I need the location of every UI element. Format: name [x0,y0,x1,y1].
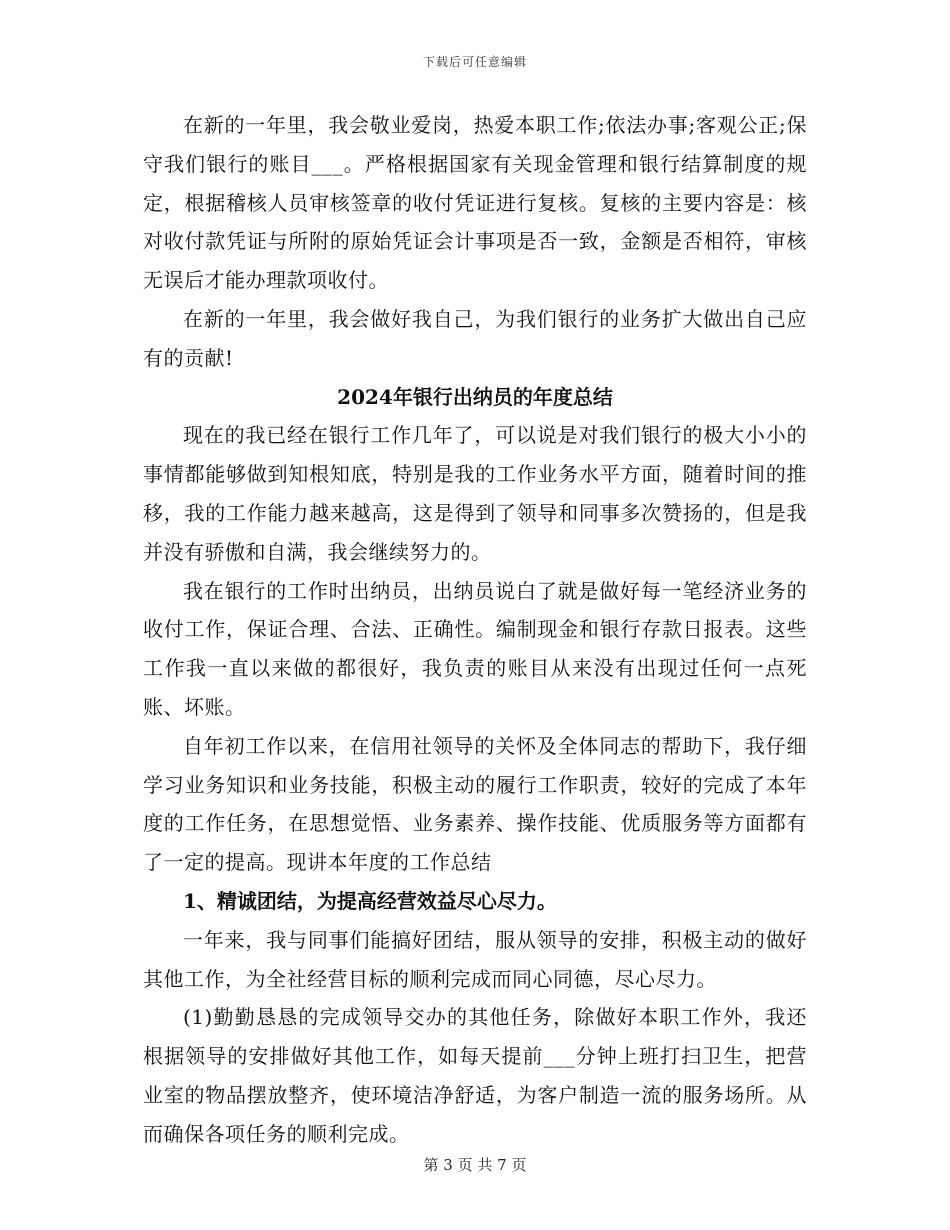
paragraph-3: 现在的我已经在银行工作几年了，可以说是对我们银行的极大小小的事情都能够做到知根知底，特别是我的工作业务水平方面，随着时间的推移，我的工作能力越来越高，这是得到了领导和同事多次赞扬的，但是我并没有骄傲和自满，我会继续努力的。 [143,423,807,564]
header-note: 下载后可任意编辑 [422,55,527,69]
section-title: 2024年银行出纳员的年度总结 [337,384,613,409]
paragraph-1: 在新的一年里，我会敬业爱岗，热爱本职工作;依法办事;客观公正;保守我们银行的账目___。严格根据国家有关现金管理和银行结算制度的规定，根据稽核人员审核签章的收付凭证进行复核。复核的主要内容是：核对收付款凭证与所附的原始凭证会计事项是否一致，金额是否相符，审核无误后才能办理款项收付。 [143,113,807,293]
paragraph-6: 一年来，我与同事们能搞好团结，服从领导的安排，积极主动的做好其他工作，为全社经营目标的顺利完成而同心同德，尽心尽力。 [143,927,807,991]
paragraph-4: 我在银行的工作时出纳员，出纳员说白了就是做好每一笔经济业务的收付工作，保证合理、合法、正确性。编制现金和银行存款日报表。这些工作我一直以来做的都很好，我负责的账目从来没有出现过任何一点死账、坏账。 [143,578,807,719]
paragraph-7: (1)勤勤恳恳的完成领导交办的其他任务，除做好本职工作外，我还根据领导的安排做好其他工作，如每天提前___分钟上班打扫卫生，把营业室的物品摆放整齐，使环境洁净舒适，为客户制造一流的服务场所。从而确保各项任务的顺利完成。 [143,1005,807,1146]
paragraph-5: 自年初工作以来，在信用社领导的关怀及全体同志的帮助下，我仔细学习业务知识和业务技能，积极主动的履行工作职责，较好的完成了本年度的工作任务，在思想觉悟、业务素养、操作技能、优质服务等方面都有了一定的提高。现讲本年度的工作总结 [143,733,807,875]
document-body [143,106,807,1154]
paragraph-2: 在新的一年里，我会做好我自己，为我们银行的业务扩大做出自己应有的贡献! [143,306,807,370]
subsection-heading-1: 1、精诚团结，为提高经营效益尽心尽力。 [183,888,557,913]
page-number: 第 3 页 共 7 页 [423,1156,527,1174]
